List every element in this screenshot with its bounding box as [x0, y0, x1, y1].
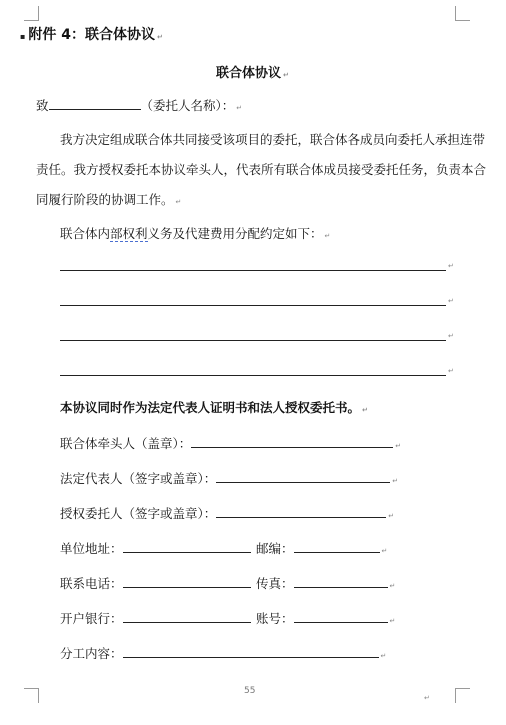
- paragraph-mark-icon: ↵: [392, 477, 399, 485]
- body-paragraph-line-3: [36, 190, 181, 208]
- field-postcode-label: 邮编：: [256, 541, 294, 556]
- statement-line: [60, 398, 368, 416]
- paragraph-mark-icon: ↵: [283, 71, 289, 79]
- addressee-prefix: 致: [36, 98, 49, 113]
- allocation-intro-text: 义务及代建费用分配约定如下：: [147, 226, 323, 241]
- paragraph-mark-icon: ↵: [236, 104, 243, 112]
- field-postcode: [256, 539, 387, 557]
- paragraph-mark-icon: ↵: [380, 652, 387, 660]
- paragraph-mark-icon: ↵: [424, 694, 430, 702]
- paragraph-mark-icon: ↵: [448, 367, 454, 375]
- field-fax-blank[interactable]: [294, 574, 388, 588]
- paragraph-mark-icon: ↵: [388, 512, 395, 520]
- field-division-blank[interactable]: [123, 644, 379, 658]
- field-agent-blank[interactable]: [216, 504, 386, 518]
- field-legal-rep: [60, 469, 398, 487]
- attachment-heading: [20, 24, 163, 44]
- field-postcode-blank[interactable]: [294, 539, 380, 553]
- paragraph-mark-icon: ↵: [362, 406, 368, 414]
- paragraph-mark-icon: ↵: [448, 297, 454, 305]
- field-lead: [60, 434, 401, 452]
- field-division: [60, 644, 386, 662]
- field-fax-label: 传真：: [256, 576, 294, 591]
- body-paragraph-line-2: [36, 160, 486, 178]
- body-paragraph-text: 同履行阶段的协调工作。: [36, 192, 174, 207]
- blank-line-4[interactable]: [60, 375, 446, 376]
- paragraph-mark-icon: ↵: [381, 547, 388, 555]
- body-paragraph-line-1: [60, 130, 485, 148]
- field-address-label: 单位地址：: [60, 541, 123, 556]
- crop-mark-bottom-right: [455, 688, 470, 703]
- document-title: [216, 62, 289, 81]
- blank-line-1[interactable]: [60, 270, 446, 271]
- paragraph-mark-icon: ↵: [395, 442, 402, 450]
- paragraph-mark-icon: ↵: [157, 33, 163, 41]
- page-number: 55: [244, 686, 256, 696]
- field-legal-rep-blank[interactable]: [216, 469, 390, 483]
- addressee-line: [36, 96, 242, 114]
- allocation-intro-text: 联合体内: [60, 226, 111, 241]
- document-title-text: 联合体协议: [216, 66, 282, 81]
- field-agent: [60, 504, 394, 522]
- addressee-blank[interactable]: [49, 96, 141, 110]
- field-lead-blank[interactable]: [191, 434, 393, 448]
- paragraph-mark-icon: ↵: [389, 582, 396, 590]
- bullet-icon: ▪: [20, 32, 26, 41]
- blank-line-2[interactable]: [60, 305, 446, 306]
- body-paragraph-text: 我方决定组成联合体共同接受该项目的委托，联合体各成员向委托人承担连带: [60, 132, 486, 147]
- field-division-label: 分工内容：: [60, 646, 123, 661]
- field-agent-label: 授权委托人（签字或盖章）：: [60, 506, 217, 521]
- field-phone: [60, 574, 251, 592]
- paragraph-mark-icon: ↵: [448, 262, 454, 270]
- paragraph-mark-icon: ↵: [448, 332, 454, 340]
- crop-mark-top-right: [455, 6, 470, 21]
- addressee-suffix: （委托人名称）：: [140, 98, 235, 113]
- field-bank-blank[interactable]: [123, 609, 251, 623]
- spellcheck-underlined-text: 部权利: [110, 226, 148, 241]
- field-phone-blank[interactable]: [123, 574, 251, 588]
- field-bank: [60, 609, 251, 627]
- crop-mark-bottom-left: [24, 688, 39, 703]
- allocation-intro: [60, 224, 330, 242]
- statement-text: 本协议同时作为法定代表人证明书和法人授权委托书。: [60, 400, 361, 415]
- field-account-label: 账号：: [256, 611, 294, 626]
- paragraph-mark-icon: ↵: [389, 617, 396, 625]
- field-legal-rep-label: 法定代表人（签字或盖章）：: [60, 471, 217, 486]
- attachment-heading-text: 附件 4：联合体协议: [28, 27, 156, 43]
- crop-mark-top-left: [24, 6, 39, 21]
- field-lead-label: 联合体牵头人（盖章）：: [60, 436, 192, 451]
- field-address: [60, 539, 251, 557]
- paragraph-mark-icon: ↵: [175, 198, 182, 206]
- field-account: [256, 609, 395, 627]
- body-paragraph-text: 责任。我方授权委托本协议牵头人，代表所有联合体成员接受委托任务，负责本合: [36, 162, 487, 177]
- field-account-blank[interactable]: [294, 609, 388, 623]
- field-address-blank[interactable]: [123, 539, 251, 553]
- paragraph-mark-icon: ↵: [324, 232, 331, 240]
- field-fax: [256, 574, 395, 592]
- field-phone-label: 联系电话：: [60, 576, 123, 591]
- blank-line-3[interactable]: [60, 340, 446, 341]
- field-bank-label: 开户银行：: [60, 611, 123, 626]
